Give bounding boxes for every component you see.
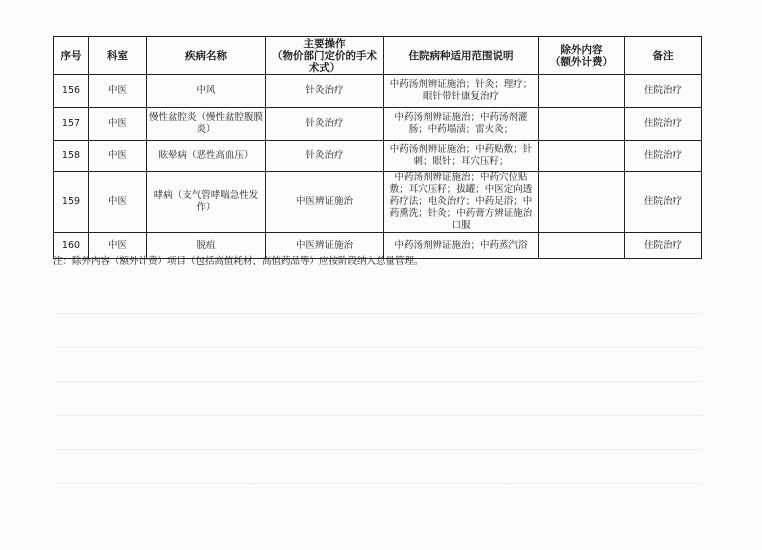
cell-no: 158 [54,141,89,172]
header-note: 备注 [625,37,702,75]
cell-note: 住院治疗 [625,108,702,141]
table-row [54,108,702,141]
cell-scope: 中药汤剂辨证施治；中药穴位贴敷；耳穴压籽；拔罐；中医定向透药疗法；电灸治疗；中药足浴；中药熏洗；针灸；中药膏方辨证施治口服 [384,172,539,233]
header-excluded [539,37,625,75]
cell-excluded [539,108,625,141]
table-row [54,141,702,172]
cell-no: 159 [54,172,89,233]
cell-operation: 中医辨证施治 [266,172,384,233]
cell-scope: 中药汤剂辨证施治；中药蒸汽浴 [384,233,539,259]
cell-note: 住院治疗 [625,141,702,172]
cell-scope: 中药汤剂辨证施治；针灸；理疗；眼针带针康复治疗 [384,75,539,108]
cell-name: 眩晕病（恶性高血压） [147,141,266,172]
cell-excluded [539,233,625,259]
cell-dept: 中医 [89,172,147,233]
cell-operation: 针灸治疗 [266,108,384,141]
cell-dept: 中医 [89,233,147,259]
cell-excluded [539,141,625,172]
cell-scope: 中药汤剂辨证施治；中药汤剂灌肠；中药塌渍；雷火灸； [384,108,539,141]
cell-note: 住院治疗 [625,172,702,233]
cell-dept: 中医 [89,141,147,172]
header-scope: 住院病种适用范围说明 [384,37,539,75]
cell-operation: 针灸治疗 [266,75,384,108]
header-operation [266,37,384,75]
table-row [54,75,702,108]
table-row [54,172,702,233]
header-no: 序号 [54,37,89,75]
cell-dept: 中医 [89,75,147,108]
header-name: 疾病名称 [147,37,266,75]
cell-no: 156 [54,75,89,108]
cell-operation: 中医辨证施治 [266,233,384,259]
cell-excluded [539,75,625,108]
cell-note: 住院治疗 [625,75,702,108]
header-excluded-line2: （额外计费） [550,55,613,68]
cell-name: 脱疽 [147,233,266,259]
cell-note: 住院治疗 [625,233,702,259]
header-operation-line1: 主要操作 [303,37,346,50]
bleed-through-shadow [53,280,701,495]
cell-excluded [539,172,625,233]
disease-table [53,36,702,259]
cell-no: 160 [54,233,89,259]
header-operation-line2: （物价部门定价的手术术式） [272,49,377,74]
cell-scope: 中药汤剂辨证施治；中药贴敷；针刺；眼针；耳穴压籽； [384,141,539,172]
cell-name: 中风 [147,75,266,108]
header-excluded-line1: 除外内容 [560,43,603,56]
cell-dept: 中医 [89,108,147,141]
cell-name: 哮病（支气管哮喘急性发作） [147,172,266,233]
header-dept: 科室 [89,37,147,75]
cell-operation: 针灸治疗 [266,141,384,172]
footnote: 注：除外内容（额外计费）项目（包括高值耗材、高值药品等）应按阶段纳入总量管理。 [53,256,424,267]
cell-no: 157 [54,108,89,141]
cell-name: 慢性盆腔炎（慢性盆腔腹膜炎） [147,108,266,141]
header-row [54,37,702,75]
